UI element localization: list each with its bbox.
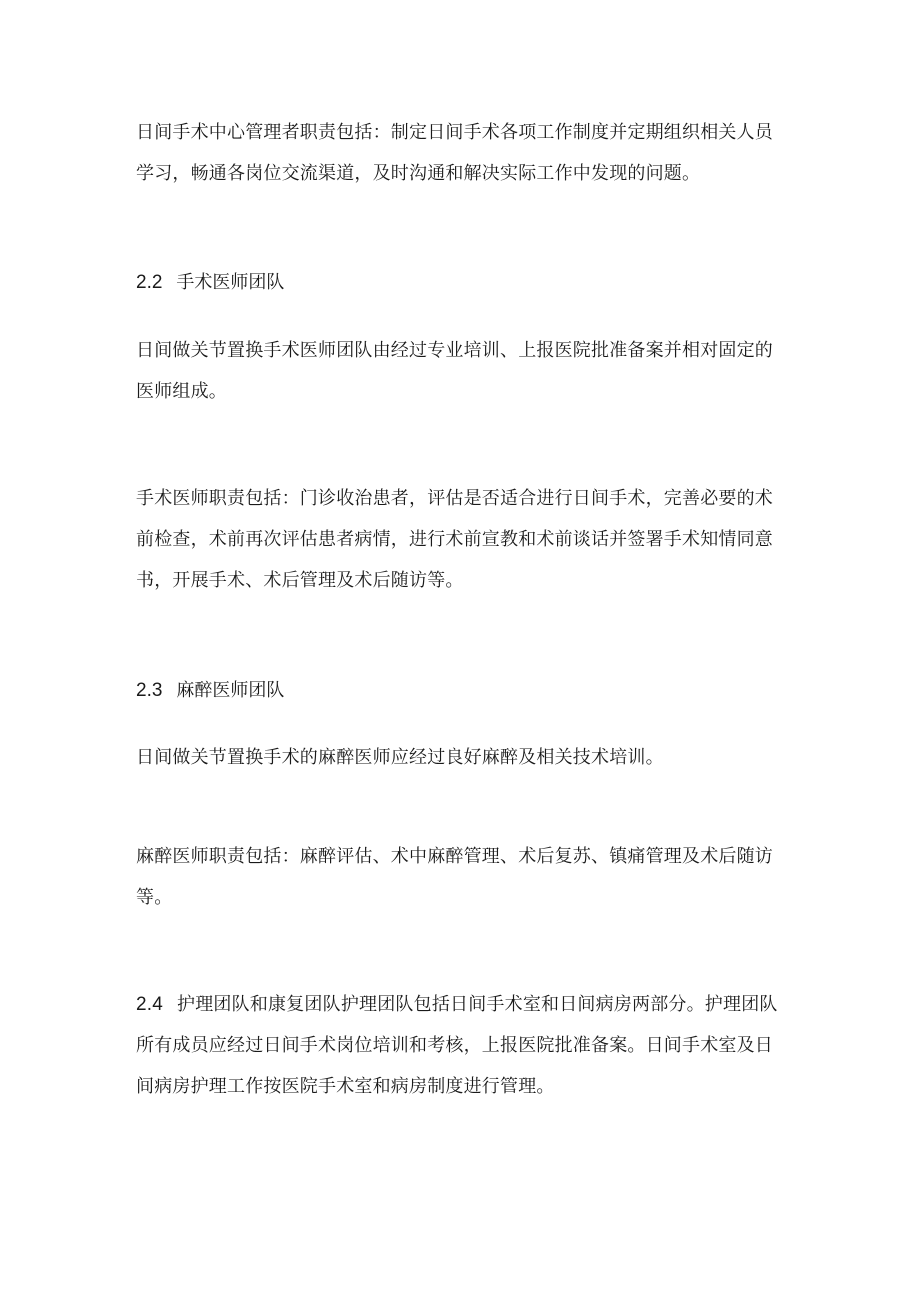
text-line: 医师组成。	[136, 381, 227, 402]
text-line-content: 护理团队和康复团队护理团队包括日间手术室和日间病房两部分。护理团队	[177, 994, 778, 1015]
section-title: 手术医师团队	[176, 272, 285, 293]
text-line: 间病房护理工作按医院手术室和病房制度进行管理。	[136, 1076, 555, 1097]
text-line: 等。	[136, 887, 173, 908]
paragraph-center-manager-duties	[136, 112, 788, 194]
paragraph-anesthesia-duties	[136, 836, 788, 918]
paragraph-surgeon-team	[136, 330, 788, 412]
text-line: 前检查，术前再次评估患者病情，进行术前宣教和术前谈话并签署手术知情同意	[136, 529, 773, 550]
text-line: 书，开展手术、术后管理及术后随访等。	[136, 570, 464, 591]
text-line: 麻醉医师职责包括：麻醉评估、术中麻醉管理、术后复苏、镇痛管理及术后随访	[136, 846, 773, 867]
text-line: 手术医师职责包括：门诊收治患者，评估是否适合进行日间手术，完善必要的术	[136, 488, 773, 509]
section-heading-2-3	[136, 670, 284, 711]
section-heading-2-2	[136, 262, 284, 303]
section-title: 麻醉医师团队	[176, 680, 285, 701]
text-line: 学习，畅通各岗位交流渠道，及时沟通和解决实际工作中发现的问题。	[136, 163, 701, 184]
paragraph-surgeon-duties	[136, 478, 788, 601]
text-line	[136, 984, 788, 1025]
text-line: 日间做关节置换手术的麻醉医师应经过良好麻醉及相关技术培训。	[136, 747, 664, 768]
section-number: 2.3	[136, 680, 163, 701]
text-line: 所有成员应经过日间手术岗位培训和考核，上报医院批准备案。日间手术室及日	[136, 1035, 773, 1056]
paragraph-nursing-rehab-team	[136, 984, 788, 1107]
text-line: 日间手术中心管理者职责包括：制定日间手术各项工作制度并定期组织相关人员	[136, 122, 773, 143]
text-line: 日间做关节置换手术医师团队由经过专业培训、上报医院批准备案并相对固定的	[136, 340, 773, 361]
paragraph-anesthesia-team	[136, 737, 788, 778]
section-number: 2.4	[136, 994, 164, 1015]
section-number: 2.2	[136, 272, 163, 293]
